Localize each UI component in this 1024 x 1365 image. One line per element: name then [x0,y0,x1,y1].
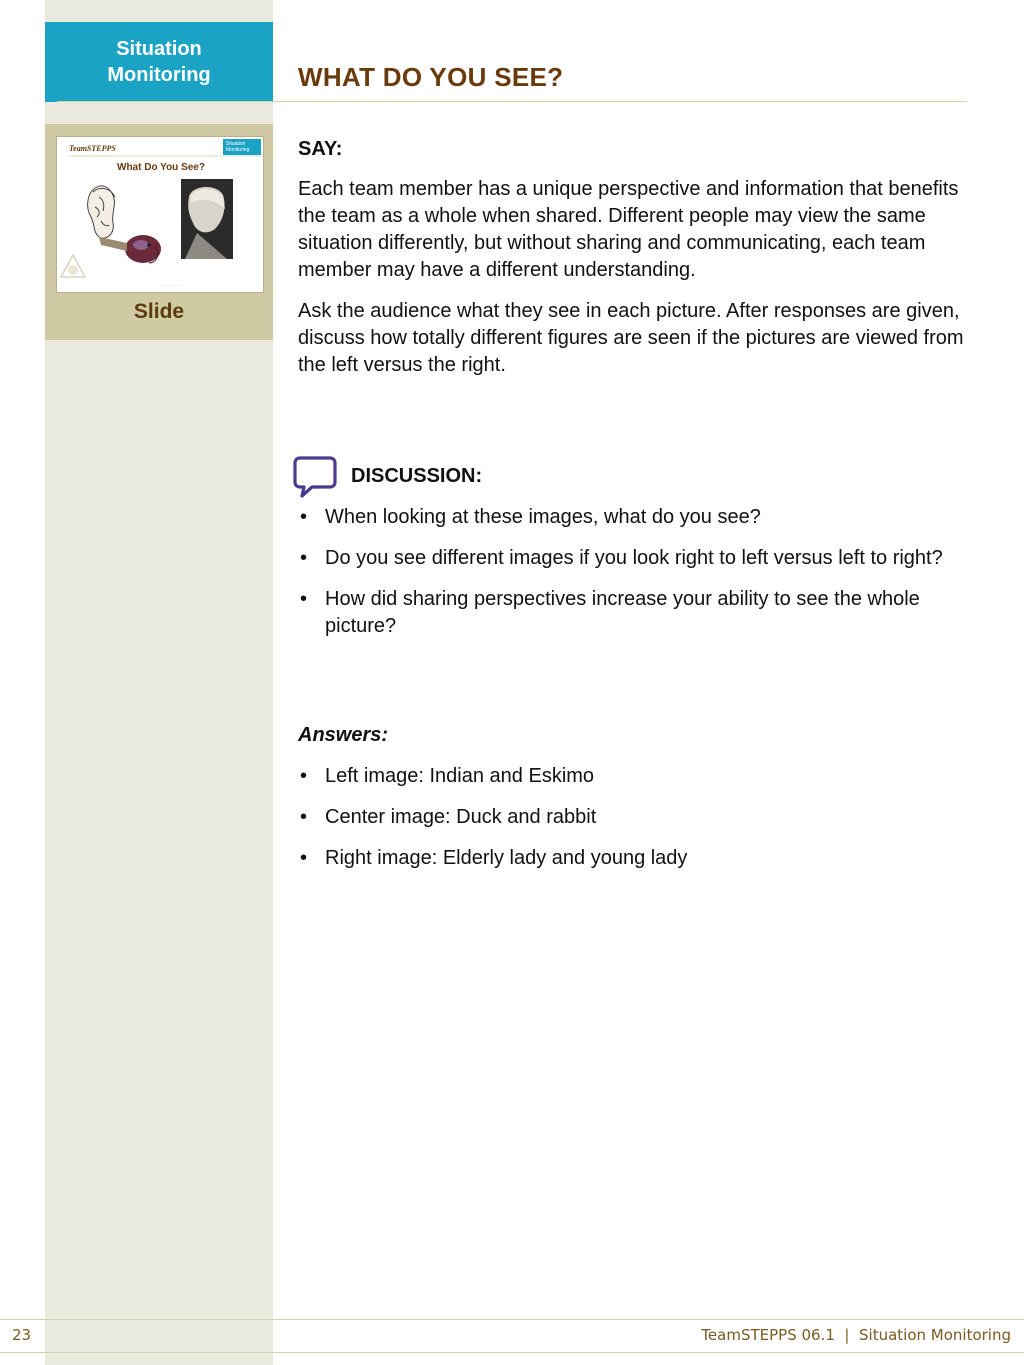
say-section [298,136,968,393]
thumb-tab-line-2: Monitoring [226,147,250,153]
list-item-text: Do you see different images if you look right to left versus left to right? [325,547,943,569]
bullet-icon: • [300,765,308,787]
list-item [298,504,968,531]
bullet-icon: • [300,506,308,528]
section-tab-line-2: Monitoring [107,64,211,86]
answers-list [298,763,968,886]
thumb-subtitle: · · · · · · · · · · · · · · · · · · [161,284,188,288]
thumb-brand: TeamSTEPPS [69,144,116,153]
footer-text: TeamSTEPPS 06.1 | Situation Monitoring [701,1326,1011,1344]
thumb-tab-line-1: Situation [226,141,246,147]
say-paragraph: Ask the audience what they see in each picture. After responses are given, discuss how totally different figures are seen if the pictures are viewed from the left versus the right. [298,300,964,376]
list-item [298,545,968,572]
slide-label: Slide [133,300,185,323]
list-item [298,763,968,790]
answers-label: Answers: [298,724,389,746]
thumb-title: What Do You See? [117,162,205,173]
page-title: WHAT DO YOU SEE? [298,62,564,92]
speech-bubble-icon [292,455,338,499]
slide-thumbnail [56,136,264,293]
bullet-icon: • [300,847,308,869]
list-item [298,586,968,640]
footer-rule-top [0,1319,1024,1320]
list-item [298,804,968,831]
list-item-text: Center image: Duck and rabbit [325,806,597,828]
thumb-portrait [181,179,233,259]
footer-rule-bottom [0,1352,1024,1353]
bullet-icon: • [300,806,308,828]
discussion-label: DISCUSSION: [351,465,483,487]
say-paragraph: Each team member has a unique perspective and information that benefits the team as a whole when shared. Different people may view the same situation differently, but without sharing and communicating, each team member may have a different understanding. [298,178,959,281]
say-label: SAY: [298,138,343,160]
header-rule [57,101,967,102]
section-tab [45,22,273,102]
bullet-icon: • [300,588,308,610]
page-number: 23 [12,1326,32,1344]
bullet-icon: • [300,547,308,569]
discussion-icon-wrap [292,455,338,499]
list-item-text: Right image: Elderly lady and young lady [325,847,688,869]
list-item-text: When looking at these images, what do you see? [325,506,761,528]
section-tab-line-1: Situation [116,38,202,60]
discussion-list [298,504,968,654]
list-item-text: Left image: Indian and Eskimo [325,765,595,787]
slide-thumbnail-graphic [57,137,263,292]
list-item-text: How did sharing perspectives increase your ability to see the whole picture? [325,588,920,637]
list-item [298,845,968,872]
